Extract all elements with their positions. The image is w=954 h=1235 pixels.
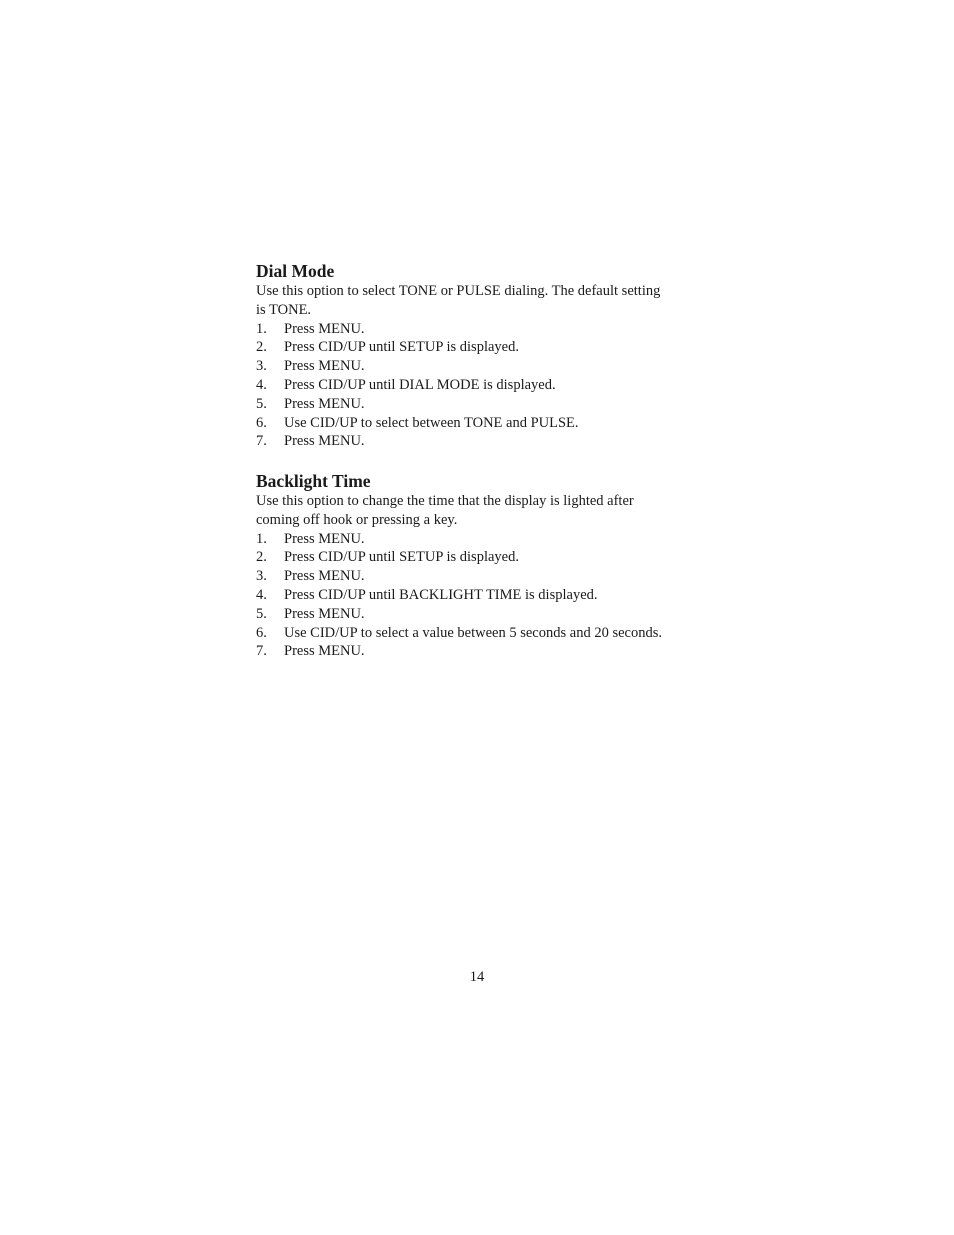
- page-number: 14: [469, 969, 485, 985]
- list-item: [256, 548, 696, 567]
- step-number: 5.: [256, 605, 267, 622]
- list-item: [256, 530, 696, 549]
- step-text: Use CID/UP to select between TONE and PULSE.: [284, 414, 579, 431]
- dial-mode-section: [256, 260, 696, 451]
- list-item: [256, 376, 696, 395]
- step-number: 1.: [256, 530, 267, 547]
- step-number: 2.: [256, 549, 267, 566]
- section-intro-line: coming off hook or pressing a key.: [256, 511, 458, 528]
- list-item: [256, 605, 696, 624]
- section-heading: Backlight Time: [256, 471, 371, 491]
- step-text: Press MENU.: [284, 358, 365, 375]
- section-intro-line: is TONE.: [256, 301, 312, 318]
- step-text: Press MENU.: [284, 530, 365, 547]
- step-number: 3.: [256, 358, 267, 375]
- step-number: 7.: [256, 433, 267, 450]
- list-item: [256, 320, 696, 339]
- step-number: 6.: [256, 414, 267, 431]
- list-item: [256, 414, 696, 433]
- step-list: [256, 320, 696, 452]
- list-item: [256, 432, 696, 451]
- step-list: [256, 530, 696, 662]
- step-text: Press MENU.: [284, 643, 365, 660]
- list-item: [256, 642, 696, 661]
- backlight-time-section: [256, 470, 696, 661]
- list-item: [256, 624, 696, 643]
- step-number: 4.: [256, 376, 267, 393]
- list-item: [256, 338, 696, 357]
- step-text: Press CID/UP until DIAL MODE is displayed.: [284, 376, 556, 393]
- step-number: 2.: [256, 339, 267, 356]
- step-text: Press MENU.: [284, 395, 365, 412]
- step-text: Press MENU.: [284, 433, 365, 450]
- section-heading: Dial Mode: [256, 261, 335, 281]
- step-text: Press MENU.: [284, 568, 365, 585]
- step-number: 4.: [256, 586, 267, 603]
- step-text: Press CID/UP until SETUP is displayed.: [284, 549, 519, 566]
- step-number: 3.: [256, 568, 267, 585]
- list-item: [256, 395, 696, 414]
- step-text: Press CID/UP until SETUP is displayed.: [284, 339, 519, 356]
- list-item: [256, 586, 696, 605]
- section-intro-line: Use this option to select TONE or PULSE dialing. The default setting: [256, 283, 661, 299]
- step-text: Use CID/UP to select a value between 5 seconds and 20 seconds.: [284, 624, 662, 641]
- step-text: Press MENU.: [284, 605, 365, 622]
- list-item: [256, 357, 696, 376]
- step-number: 1.: [256, 320, 267, 337]
- step-text: Press MENU.: [284, 320, 365, 337]
- step-number: 7.: [256, 643, 267, 660]
- section-intro-line: Use this option to change the time that the display is lighted after: [256, 493, 634, 509]
- list-item: [256, 567, 696, 586]
- step-text: Press CID/UP until BACKLIGHT TIME is displayed.: [284, 586, 598, 603]
- step-number: 5.: [256, 395, 267, 412]
- step-number: 6.: [256, 624, 267, 641]
